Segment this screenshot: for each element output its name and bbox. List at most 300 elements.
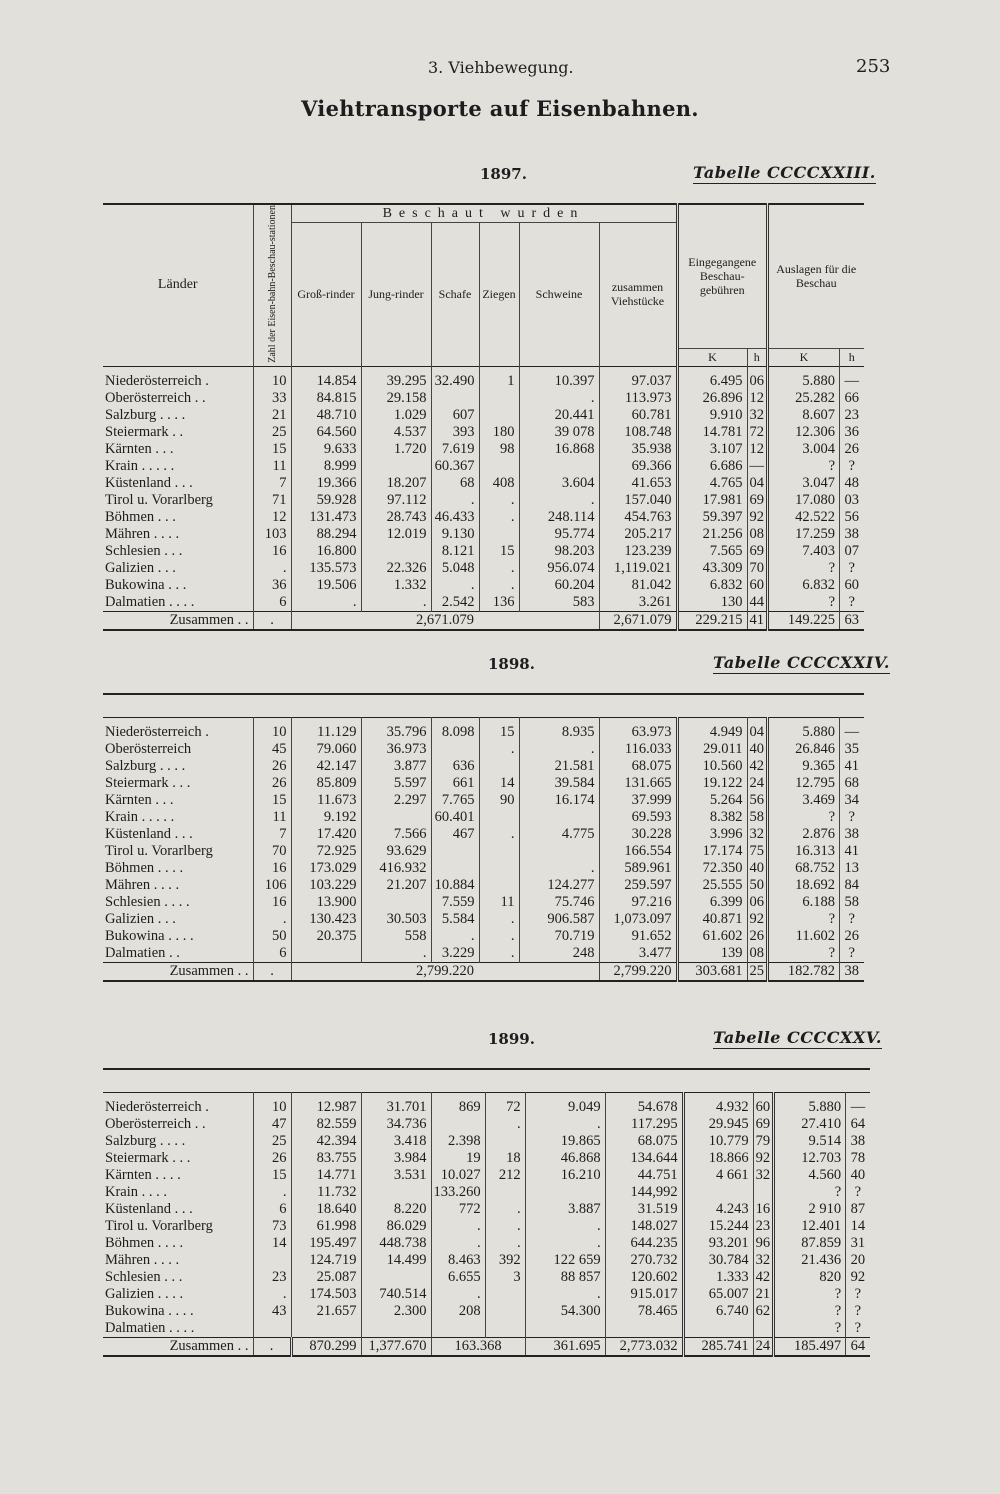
row-cell: 40 — [846, 1167, 870, 1184]
row-cell: 772 — [431, 1201, 485, 1218]
row-cell: 19.506 — [291, 577, 361, 594]
row-cell: 12.401 — [774, 1218, 846, 1235]
row-land: Galizien . . . — [105, 911, 176, 927]
row-cell: ? — [846, 1184, 870, 1201]
row-land: Oberösterreich . . — [105, 389, 206, 406]
row-cell: 73 — [253, 1218, 291, 1235]
row-cell: 139 — [677, 945, 747, 963]
row-cell: 42.522 — [768, 509, 840, 526]
col-header-gross: Groß-rinder — [291, 223, 361, 367]
row-cell: 136 — [479, 594, 519, 612]
row-cell: 248.114 — [519, 509, 599, 526]
row-cell: 9.130 — [431, 526, 479, 543]
row-cell: 61.998 — [291, 1218, 361, 1235]
row-cell: 11 — [479, 894, 519, 911]
row-cell: 23 — [253, 1269, 291, 1286]
row-cell: 26.846 — [768, 741, 840, 758]
row-cell: 29.158 — [361, 390, 431, 407]
row-cell: 31.701 — [361, 1093, 431, 1117]
row-cell: 3.477 — [599, 945, 677, 963]
row-cell: 69 — [747, 543, 768, 560]
table-row — [103, 860, 864, 877]
row-cell: 558 — [361, 928, 431, 945]
total-stationen: . — [253, 963, 291, 982]
table-row — [103, 475, 864, 492]
row-cell: 48 — [840, 475, 864, 492]
row-cell: 36 — [253, 577, 291, 594]
table-year: 1899. — [488, 1030, 535, 1048]
row-cell: 12 — [747, 390, 768, 407]
row-land: Niederösterreich . — [105, 1099, 209, 1115]
row-cell: . — [519, 741, 599, 758]
row-cell: 83.755 — [291, 1150, 361, 1167]
row-cell: 448.738 — [361, 1235, 431, 1252]
section-title: 3. Viehbewegung. — [428, 58, 574, 77]
row-cell — [361, 543, 431, 560]
row-cell: 54.300 — [525, 1303, 605, 1320]
row-cell: 36 — [840, 424, 864, 441]
table-year: 1898. — [488, 655, 535, 673]
table-row — [103, 509, 864, 526]
col-header-jung: Jung-rinder — [361, 223, 431, 367]
row-cell: 4.537 — [361, 424, 431, 441]
row-cell — [291, 1320, 361, 1338]
row-cell: — — [846, 1093, 870, 1117]
total-row — [103, 611, 864, 630]
row-cell: 9.192 — [291, 809, 361, 826]
row-cell: 16 — [253, 894, 291, 911]
row-cell: 7.565 — [677, 543, 747, 560]
table-row — [103, 1303, 870, 1320]
row-cell: 15 — [253, 792, 291, 809]
row-cell: 248 — [519, 945, 599, 963]
row-land: Dalmatien . . . . — [105, 593, 195, 610]
row-cell: . — [485, 1201, 525, 1218]
row-cell: 416.932 — [361, 860, 431, 877]
row-cell: 9.633 — [291, 441, 361, 458]
row-cell: 8.382 — [677, 809, 747, 826]
row-cell — [479, 758, 519, 775]
row-cell: 60.367 — [431, 458, 479, 475]
row-cell: 18.207 — [361, 475, 431, 492]
row-cell: ? — [768, 911, 840, 928]
row-cell: . — [519, 860, 599, 877]
row-cell — [361, 1184, 431, 1201]
row-cell: 12.987 — [291, 1093, 361, 1117]
row-cell: 392 — [485, 1252, 525, 1269]
row-cell: 50 — [747, 877, 768, 894]
row-cell: 7.566 — [361, 826, 431, 843]
total-stationen: . — [253, 1338, 291, 1357]
col-header-zusammen: zusammen Viehstücke — [599, 223, 677, 367]
row-cell: 97.112 — [361, 492, 431, 509]
col-header-aus-k: K — [768, 348, 840, 366]
row-cell: 11 — [253, 809, 291, 826]
row-cell: 636 — [431, 758, 479, 775]
row-cell: 11.673 — [291, 792, 361, 809]
row-cell: 88.294 — [291, 526, 361, 543]
row-cell: 06 — [747, 894, 768, 911]
row-cell: 108.748 — [599, 424, 677, 441]
row-cell: 5.584 — [431, 911, 479, 928]
row-cell: 11.732 — [291, 1184, 361, 1201]
row-cell — [291, 945, 361, 963]
row-cell: — — [840, 718, 864, 742]
row-cell — [753, 1320, 774, 1338]
row-cell: 43 — [253, 1303, 291, 1320]
row-cell: 26 — [840, 928, 864, 945]
table-row — [103, 407, 864, 424]
row-cell: 2 910 — [774, 1201, 846, 1218]
page-number: 253 — [856, 56, 891, 77]
row-cell: 3.984 — [361, 1150, 431, 1167]
row-cell: 6.686 — [677, 458, 747, 475]
row-cell — [479, 390, 519, 407]
row-cell: 31 — [846, 1235, 870, 1252]
row-cell: 10 — [253, 1093, 291, 1117]
table-row — [103, 1320, 870, 1338]
row-land: Galizien . . . — [105, 559, 176, 576]
row-land: Mähren . . . . — [105, 877, 180, 893]
row-cell: 14.771 — [291, 1167, 361, 1184]
row-cell: 69.593 — [599, 809, 677, 826]
row-cell: 03 — [840, 492, 864, 509]
row-cell: 43.309 — [677, 560, 747, 577]
row-cell — [431, 390, 479, 407]
row-cell: 10 — [253, 718, 291, 742]
col-header-geb-h: h — [747, 348, 768, 366]
row-cell: 32 — [753, 1252, 774, 1269]
row-cell: 2.398 — [431, 1133, 485, 1150]
row-cell: 56 — [840, 509, 864, 526]
row-cell: 1 — [479, 366, 519, 390]
row-cell: . — [479, 741, 519, 758]
row-cell: 9.910 — [677, 407, 747, 424]
row-cell: 15 — [253, 441, 291, 458]
row-cell — [479, 843, 519, 860]
row-cell: 44 — [747, 594, 768, 612]
row-cell: 98 — [479, 441, 519, 458]
col-header-aus-h: h — [840, 348, 864, 366]
col-header-stationen-text: Zahl der Eisen-bahn-Beschau-stationen — [266, 205, 278, 363]
table-row — [103, 877, 864, 894]
row-cell: 124.719 — [291, 1252, 361, 1269]
row-cell: 607 — [431, 407, 479, 424]
row-cell: 27.410 — [774, 1116, 846, 1133]
row-cell: 3.004 — [768, 441, 840, 458]
col-header-beschaut: Beschaut wurden — [291, 204, 677, 223]
row-cell: ? — [846, 1320, 870, 1338]
row-cell: 26 — [253, 758, 291, 775]
row-cell: 26 — [747, 928, 768, 945]
row-cell: 21.657 — [291, 1303, 361, 1320]
row-cell: 16.313 — [768, 843, 840, 860]
table-row — [103, 758, 864, 775]
row-cell: 72.925 — [291, 843, 361, 860]
row-cell: 66 — [840, 390, 864, 407]
total-zusammen: 2,799.220 — [599, 963, 677, 982]
row-cell — [479, 860, 519, 877]
row-cell: 40 — [747, 860, 768, 877]
row-cell — [361, 1269, 431, 1286]
row-cell: 81.042 — [599, 577, 677, 594]
total-geb-h: 41 — [747, 611, 768, 630]
row-cell: 90 — [479, 792, 519, 809]
row-cell: 17.080 — [768, 492, 840, 509]
row-cell: 46.433 — [431, 509, 479, 526]
row-cell: 8.999 — [291, 458, 361, 475]
row-cell: 29.011 — [677, 741, 747, 758]
row-cell: 40 — [747, 741, 768, 758]
row-cell: 60.204 — [519, 577, 599, 594]
row-cell: 124.277 — [519, 877, 599, 894]
row-cell: 75 — [747, 843, 768, 860]
row-cell: . — [431, 928, 479, 945]
row-land: Oberösterreich — [105, 741, 192, 757]
row-cell: 7.403 — [768, 543, 840, 560]
row-cell: 740.514 — [361, 1286, 431, 1303]
row-cell: 2.300 — [361, 1303, 431, 1320]
table-row — [103, 543, 864, 560]
row-cell: 11 — [253, 458, 291, 475]
row-cell: 122 659 — [525, 1252, 605, 1269]
row-cell: 3.996 — [677, 826, 747, 843]
data-table — [103, 693, 864, 982]
row-cell: 7 — [253, 826, 291, 843]
row-cell: 120.602 — [605, 1269, 683, 1286]
row-cell: 7.765 — [431, 792, 479, 809]
row-cell — [479, 877, 519, 894]
row-cell: . — [519, 492, 599, 509]
row-cell — [519, 809, 599, 826]
row-cell: 208 — [431, 1303, 485, 1320]
row-land: Küstenland . . . — [105, 826, 193, 842]
row-cell: 14.499 — [361, 1252, 431, 1269]
row-cell: 47 — [253, 1116, 291, 1133]
table-row — [103, 1235, 870, 1252]
col-header-gebuehren: Eingegangene Beschau-gebühren — [677, 204, 768, 348]
table-header-rule — [103, 694, 864, 718]
row-cell: 19.865 — [525, 1133, 605, 1150]
row-cell: 644.235 — [605, 1235, 683, 1252]
row-cell: 44.751 — [605, 1167, 683, 1184]
row-cell — [479, 458, 519, 475]
row-cell: 4.560 — [774, 1167, 846, 1184]
table-row — [103, 911, 864, 928]
table-year: 1897. — [480, 165, 527, 183]
row-cell: 12 — [253, 509, 291, 526]
row-land: Küstenland . . . — [105, 1201, 193, 1217]
table-row — [103, 894, 864, 911]
total-geb-h: 25 — [747, 963, 768, 982]
row-cell: 4 661 — [683, 1167, 753, 1184]
row-cell: 131.473 — [291, 509, 361, 526]
row-cell: 04 — [747, 718, 768, 742]
row-cell: 78 — [846, 1150, 870, 1167]
row-land: Mähren . . . . — [105, 525, 180, 542]
row-cell: 2.297 — [361, 792, 431, 809]
data-table — [103, 1068, 870, 1357]
row-cell: 68 — [840, 775, 864, 792]
row-land: Tirol u. Vorarlberg — [105, 843, 213, 859]
row-cell — [485, 1286, 525, 1303]
total-aus-k: 185.497 — [774, 1338, 846, 1357]
row-cell: 1.029 — [361, 407, 431, 424]
row-cell: 59.397 — [677, 509, 747, 526]
row-cell — [753, 1184, 774, 1201]
row-cell: 195.497 — [291, 1235, 361, 1252]
row-cell — [431, 843, 479, 860]
row-land: Oberösterreich . . — [105, 1116, 206, 1132]
row-cell: 60.401 — [431, 809, 479, 826]
row-cell: 12.019 — [361, 526, 431, 543]
row-cell — [485, 1184, 525, 1201]
row-cell: 5.880 — [768, 366, 840, 390]
row-land: Bukowina . . . . — [105, 1303, 194, 1319]
row-cell: 42.394 — [291, 1133, 361, 1150]
row-cell: 16 — [753, 1201, 774, 1218]
row-cell: 50 — [253, 928, 291, 945]
row-cell: 3.531 — [361, 1167, 431, 1184]
row-cell: . — [431, 1286, 485, 1303]
row-cell: 1,073.097 — [599, 911, 677, 928]
row-cell: 25 — [253, 424, 291, 441]
row-cell: 17.259 — [768, 526, 840, 543]
row-cell: 08 — [747, 945, 768, 963]
row-cell: 14 — [479, 775, 519, 792]
col-header-schafe: Schafe — [431, 223, 479, 367]
row-cell: ? — [768, 594, 840, 612]
row-cell: 16 — [253, 543, 291, 560]
row-cell: 32 — [753, 1167, 774, 1184]
row-cell: 26 — [253, 1150, 291, 1167]
row-cell — [253, 1320, 291, 1338]
table-row — [103, 390, 864, 407]
row-cell: 72 — [747, 424, 768, 441]
row-cell: 408 — [479, 475, 519, 492]
row-cell: 1.720 — [361, 441, 431, 458]
row-cell: 64 — [846, 1116, 870, 1133]
row-cell: 26 — [253, 775, 291, 792]
row-cell: 8.935 — [519, 718, 599, 742]
row-cell: 4.243 — [683, 1201, 753, 1218]
row-cell: 1.333 — [683, 1269, 753, 1286]
row-cell: 8.098 — [431, 718, 479, 742]
row-cell: 41 — [840, 843, 864, 860]
row-cell: 85.809 — [291, 775, 361, 792]
row-cell: 82.559 — [291, 1116, 361, 1133]
row-cell: 21.207 — [361, 877, 431, 894]
row-cell: 92 — [747, 509, 768, 526]
row-cell: . — [479, 911, 519, 928]
row-cell: 38 — [840, 826, 864, 843]
row-cell: 30.784 — [683, 1252, 753, 1269]
row-cell: 32 — [747, 407, 768, 424]
row-cell: 3.887 — [525, 1201, 605, 1218]
row-land: Salzburg . . . . — [105, 1133, 186, 1149]
row-cell: 10.560 — [677, 758, 747, 775]
row-cell: 28.743 — [361, 509, 431, 526]
row-cell: 4.765 — [677, 475, 747, 492]
table-row — [103, 1116, 870, 1133]
row-cell: 68 — [431, 475, 479, 492]
row-cell: 40.871 — [677, 911, 747, 928]
row-cell — [683, 1320, 753, 1338]
row-cell: 14.854 — [291, 366, 361, 390]
table-row — [103, 1286, 870, 1303]
row-cell: 5.597 — [361, 775, 431, 792]
table-row — [103, 792, 864, 809]
row-cell: 10.027 — [431, 1167, 485, 1184]
row-cell — [485, 1303, 525, 1320]
row-cell: . — [431, 492, 479, 509]
row-cell: 15 — [479, 543, 519, 560]
row-cell: 123.239 — [599, 543, 677, 560]
row-land: Mähren . . . . — [105, 1252, 180, 1268]
col-header-ziegen: Ziegen — [479, 223, 519, 367]
row-cell: 92 — [747, 911, 768, 928]
table-row — [103, 1201, 870, 1218]
row-cell: 96 — [753, 1235, 774, 1252]
row-cell — [361, 458, 431, 475]
row-cell: 131.665 — [599, 775, 677, 792]
row-cell: ? — [846, 1303, 870, 1320]
row-cell — [525, 1184, 605, 1201]
row-cell: 14 — [846, 1218, 870, 1235]
table-row — [103, 458, 864, 475]
row-cell: 117.295 — [605, 1116, 683, 1133]
table-row — [103, 1167, 870, 1184]
row-cell: 24 — [747, 775, 768, 792]
table-row — [103, 741, 864, 758]
row-cell: 869 — [431, 1093, 485, 1117]
row-cell: 7.559 — [431, 894, 479, 911]
row-cell: 4.775 — [519, 826, 599, 843]
row-cell: 820 — [774, 1269, 846, 1286]
row-cell: 135.573 — [291, 560, 361, 577]
row-cell: 64.560 — [291, 424, 361, 441]
table-row — [103, 526, 864, 543]
table-row — [103, 577, 864, 594]
row-cell: 08 — [747, 526, 768, 543]
row-cell: 21.256 — [677, 526, 747, 543]
row-land: Niederösterreich . — [105, 724, 209, 740]
row-cell — [683, 1184, 753, 1201]
row-cell: 35.796 — [361, 718, 431, 742]
row-land: Kärnten . . . — [105, 440, 174, 457]
row-cell: — — [747, 458, 768, 475]
table-row — [103, 560, 864, 577]
row-cell: 103.229 — [291, 877, 361, 894]
table-label: Tabelle CCCCXXIV. — [713, 653, 890, 672]
row-cell: 6 — [253, 1201, 291, 1218]
row-cell: 92 — [753, 1150, 774, 1167]
row-cell: 1,119.021 — [599, 560, 677, 577]
row-cell: . — [361, 945, 431, 963]
row-cell: 12.703 — [774, 1150, 846, 1167]
total-aus-h: 64 — [846, 1338, 870, 1357]
row-cell: 906.587 — [519, 911, 599, 928]
row-cell: 270.732 — [605, 1252, 683, 1269]
col-header-geb-k: K — [677, 348, 747, 366]
row-cell: 72 — [485, 1093, 525, 1117]
row-cell: 48.710 — [291, 407, 361, 424]
row-cell: — — [840, 366, 864, 390]
row-cell: 34 — [840, 792, 864, 809]
row-cell: 93.201 — [683, 1235, 753, 1252]
row-cell: 15 — [479, 718, 519, 742]
row-cell: 12 — [747, 441, 768, 458]
